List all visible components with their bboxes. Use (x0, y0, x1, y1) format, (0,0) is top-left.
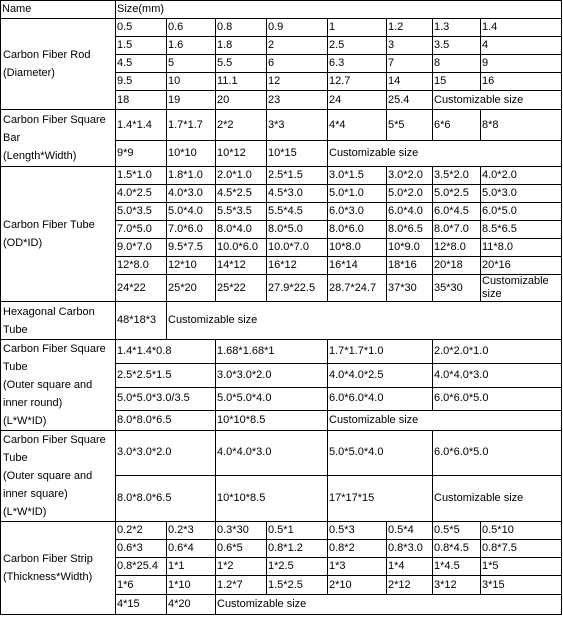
size-cell: 7.0*6.0 (167, 221, 216, 239)
size-cell: 2.0*1.0 (216, 167, 267, 185)
size-cell: 6.0*3.0 (328, 203, 387, 221)
size-cell: 12*8.0 (116, 257, 167, 275)
size-cell: Customizable size (433, 91, 562, 110)
size-cell: 1.8*1.0 (167, 167, 216, 185)
size-cell: 20*18 (433, 257, 481, 275)
size-cell: Customizable size (328, 141, 562, 167)
category-line: inner round) (3, 397, 63, 409)
size-cell: 1*10 (167, 576, 216, 595)
size-cell: 2.5*2.5*1.5 (116, 364, 216, 387)
size-cell: 2.5*1.5 (267, 167, 328, 185)
size-cell: 2.0*2.0*1.0 (433, 340, 562, 364)
size-cell: 0.6 (167, 19, 216, 37)
size-cell: 5.0*5.0*4.0 (328, 431, 433, 476)
size-cell: 8*8 (481, 110, 562, 141)
category-line: Tube (3, 452, 28, 464)
table-row (1, 302, 562, 340)
table-row (1, 19, 562, 37)
size-cell: 1 (328, 19, 387, 37)
category-line: (Outer square and (3, 379, 93, 391)
header-name: Name (1, 1, 116, 19)
size-cell: 0.2*2 (116, 522, 167, 540)
size-cell: 10*15 (267, 141, 328, 167)
size-cell: 9.5*7.5 (167, 239, 216, 257)
size-cell: 11*8.0 (481, 239, 562, 257)
size-cell: 1.2*7 (216, 576, 267, 595)
category-cell (1, 522, 116, 615)
size-cell: 0.6*5 (216, 540, 267, 558)
size-cell: 4.5*3.0 (267, 185, 328, 203)
size-cell: 23 (267, 91, 328, 110)
size-cell: 1*5 (481, 558, 562, 576)
size-cell: 4.0*2.0 (481, 167, 562, 185)
size-cell: 27.9*22.5 (267, 275, 328, 302)
size-cell: 0.9 (267, 19, 328, 37)
category-line: Carbon Fiber Rod (3, 49, 91, 61)
size-cell: 18*16 (387, 257, 433, 275)
table-row (1, 431, 562, 476)
size-cell: 4 (481, 37, 562, 55)
size-cell: 1.68*1.68*1 (216, 340, 328, 364)
size-cell: Customizable size (328, 410, 562, 430)
category-line: (Thickness*Width) (3, 571, 93, 583)
size-cell: 0.5*3 (328, 522, 387, 540)
size-cell: 9.5 (116, 73, 167, 91)
size-cell: 16 (481, 73, 562, 91)
header-size: Size(mm) (116, 1, 562, 19)
size-cell: 8.0*6.5 (387, 221, 433, 239)
size-cell: 3.0*2.0 (387, 167, 433, 185)
size-cell: 6.0*6.0*5.0 (433, 431, 562, 476)
category-line: Carbon Fiber Square (3, 343, 106, 355)
size-cell: 1.6 (167, 37, 216, 55)
size-cell: 12*8.0 (433, 239, 481, 257)
size-cell: 20 (216, 91, 267, 110)
size-cell: 10*9.0 (387, 239, 433, 257)
size-cell: 0.8*2 (328, 540, 387, 558)
size-cell: 10 (167, 73, 216, 91)
size-cell: Customizable size (433, 475, 562, 521)
category-line: (Length*Width) (3, 150, 77, 162)
size-cell: 4*4 (328, 110, 387, 141)
size-cell: 3.0*3.0*2.0 (216, 364, 328, 387)
size-cell: 1*2.5 (267, 558, 328, 576)
category-line: Carbon Fiber Strip (3, 553, 93, 565)
size-cell: 19 (167, 91, 216, 110)
size-cell: 0.5*1 (267, 522, 328, 540)
size-cell: 8.0*8.0*6.5 (116, 475, 216, 521)
size-cell: 5.0*2.0 (387, 185, 433, 203)
size-cell: 16*14 (328, 257, 387, 275)
size-cell: 3.5 (433, 37, 481, 55)
size-cell: 20*16 (481, 257, 562, 275)
size-cell: 48*18*3 (116, 302, 167, 340)
size-cell: 0.8*7.5 (481, 540, 562, 558)
size-cell: 10*10*8.5 (216, 475, 328, 521)
size-cell: 5.0*1.0 (328, 185, 387, 203)
size-cell: 0.8*25.4 (116, 558, 167, 576)
size-cell: 1.4 (481, 19, 562, 37)
size-cell: 3 (387, 37, 433, 55)
size-cell: 8.0*8.0*6.5 (116, 410, 216, 430)
size-cell: 4*15 (116, 595, 167, 615)
size-cell: 0.6*3 (116, 540, 167, 558)
size-cell: 5.0*5.0*4.0 (216, 387, 328, 410)
size-cell: 16*12 (267, 257, 328, 275)
size-cell: 3.0*3.0*2.0 (116, 431, 216, 476)
table-body (1, 1, 562, 615)
size-cell: 12*10 (167, 257, 216, 275)
size-cell: 12 (267, 73, 328, 91)
size-cell: 14*12 (216, 257, 267, 275)
category-cell (1, 110, 116, 167)
size-cell: 6 (267, 55, 328, 73)
size-cell: 5.0*5.0*3.0/3.5 (116, 387, 216, 410)
size-cell: 0.8 (216, 19, 267, 37)
size-cell: Customizable size (481, 275, 562, 302)
size-cell: 0.8*4.5 (433, 540, 481, 558)
category-line: (OD*ID) (3, 237, 43, 249)
size-cell: 18 (116, 91, 167, 110)
size-cell: 25*20 (167, 275, 216, 302)
size-cell: 24 (328, 91, 387, 110)
size-cell: 6*6 (433, 110, 481, 141)
category-line: Tube (3, 323, 28, 336)
size-cell: 1.4*1.4 (116, 110, 167, 141)
size-cell: 0.6*4 (167, 540, 216, 558)
size-cell: 11.1 (216, 73, 267, 91)
category-line: Carbon Fiber Square Bar (3, 114, 106, 144)
size-cell: 5*5 (387, 110, 433, 141)
size-cell: 5.0*3.5 (116, 203, 167, 221)
size-cell: 0.5*4 (387, 522, 433, 540)
size-cell: 3.5*2.0 (433, 167, 481, 185)
size-cell: 28.7*24.7 (328, 275, 387, 302)
size-cell: 3*12 (433, 576, 481, 595)
size-cell: 6.0*5.0 (481, 203, 562, 221)
size-cell: 1.5*1.0 (116, 167, 167, 185)
size-cell: 15 (433, 73, 481, 91)
size-cell: 4.0*2.5 (116, 185, 167, 203)
table-row (1, 522, 562, 540)
size-cell: 1*3 (328, 558, 387, 576)
size-cell: 4*20 (167, 595, 216, 615)
size-cell: 1.7*1.7*1.0 (328, 340, 433, 364)
size-cell: 0.8*3.0 (387, 540, 433, 558)
size-cell: 1.3 (433, 19, 481, 37)
size-cell: 8 (433, 55, 481, 73)
category-line: inner square) (3, 488, 68, 500)
size-cell: 4.0*4.0*2.5 (328, 364, 433, 387)
size-cell: 10*10*8.5 (216, 410, 328, 430)
size-cell: 8.0*4.0 (216, 221, 267, 239)
size-cell: 1*4 (387, 558, 433, 576)
size-cell: 10*8.0 (328, 239, 387, 257)
size-cell: 2*12 (387, 576, 433, 595)
category-cell (1, 19, 116, 110)
category-cell (1, 302, 116, 340)
size-cell: 37*30 (387, 275, 433, 302)
category-cell (1, 340, 116, 431)
size-cell: 4.0*3.0 (167, 185, 216, 203)
table-row (1, 167, 562, 185)
size-cell: 5.0*4.0 (167, 203, 216, 221)
size-cell: 17*17*15 (328, 475, 433, 521)
table-row (1, 340, 562, 364)
size-cell: 5.5 (216, 55, 267, 73)
size-cell: 2 (267, 37, 328, 55)
size-cell: 4.0*4.0*3.0 (216, 431, 328, 476)
size-cell: 1.7*1.7 (167, 110, 216, 141)
size-cell: 6.0*6.0*4.0 (328, 387, 433, 410)
size-cell: 9 (481, 55, 562, 73)
category-line: Hexagonal Carbon (3, 305, 95, 318)
size-cell: 1*4.5 (433, 558, 481, 576)
size-cell: 7 (387, 55, 433, 73)
size-cell: 35*30 (433, 275, 481, 302)
category-cell (1, 431, 116, 522)
size-cell: 5.0*2.5 (433, 185, 481, 203)
size-cell: 4.5 (116, 55, 167, 73)
size-cell: 5.0*3.0 (481, 185, 562, 203)
size-cell: 5.5*3.5 (216, 203, 267, 221)
size-cell: 25.4 (387, 91, 433, 110)
size-cell: 1.8 (216, 37, 267, 55)
size-cell: 4.5*2.5 (216, 185, 267, 203)
size-cell: 10.0*7.0 (267, 239, 328, 257)
size-cell: 0.5 (116, 19, 167, 37)
header-row (1, 1, 562, 19)
size-cell: 2*2 (216, 110, 267, 141)
size-cell: 1.5 (116, 37, 167, 55)
size-cell: 9.0*7.0 (116, 239, 167, 257)
category-line: (L*W*ID) (3, 415, 47, 427)
size-cell: 4.0*4.0*3.0 (433, 364, 562, 387)
category-line: Tube (3, 361, 28, 373)
size-cell: 0.2*3 (167, 522, 216, 540)
size-cell: 10*10 (167, 141, 216, 167)
size-cell: 5 (167, 55, 216, 73)
category-line: Carbon Fiber Tube (3, 219, 95, 231)
size-cell: 8.5*6.5 (481, 221, 562, 239)
size-cell: Customizable size (167, 302, 562, 340)
size-cell: 2*10 (328, 576, 387, 595)
size-cell: 3*3 (267, 110, 328, 141)
size-cell: 1.4*1.4*0.8 (116, 340, 216, 364)
size-cell: 8.0*5.0 (267, 221, 328, 239)
size-cell: 12.7 (328, 73, 387, 91)
size-cell: 0.8*1.2 (267, 540, 328, 558)
size-cell: 3*15 (481, 576, 562, 595)
size-cell: 0.5*10 (481, 522, 562, 540)
size-cell: 1*2 (216, 558, 267, 576)
size-cell: 1.2 (387, 19, 433, 37)
size-cell: 6.3 (328, 55, 387, 73)
size-cell: 0.5*5 (433, 522, 481, 540)
category-line: (Diameter) (3, 67, 55, 79)
size-cell: 7.0*5.0 (116, 221, 167, 239)
size-cell: 25*22 (216, 275, 267, 302)
size-cell: 14 (387, 73, 433, 91)
size-cell: 24*22 (116, 275, 167, 302)
size-cell: 0.3*30 (216, 522, 267, 540)
category-line: (L*W*ID) (3, 506, 47, 518)
size-cell: 1*6 (116, 576, 167, 595)
size-cell: 6.0*4.5 (433, 203, 481, 221)
size-cell: 6.0*6.0*5.0 (433, 387, 562, 410)
size-cell: 10*12 (216, 141, 267, 167)
category-line: Carbon Fiber Square (3, 434, 106, 446)
size-cell: Customizable size (216, 595, 562, 615)
size-cell: 9*9 (116, 141, 167, 167)
size-cell: 8.0*7.0 (433, 221, 481, 239)
size-cell: 3.0*1.5 (328, 167, 387, 185)
size-cell: 6.0*4.0 (387, 203, 433, 221)
size-cell: 1*1 (167, 558, 216, 576)
category-line: (Outer square and (3, 470, 93, 482)
size-cell: 5.5*4.5 (267, 203, 328, 221)
size-cell: 1.5*2.5 (267, 576, 328, 595)
table-row (1, 110, 562, 141)
category-cell (1, 167, 116, 302)
size-cell: 8.0*6.0 (328, 221, 387, 239)
size-cell: 10.0*6.0 (216, 239, 267, 257)
size-cell: 2.5 (328, 37, 387, 55)
